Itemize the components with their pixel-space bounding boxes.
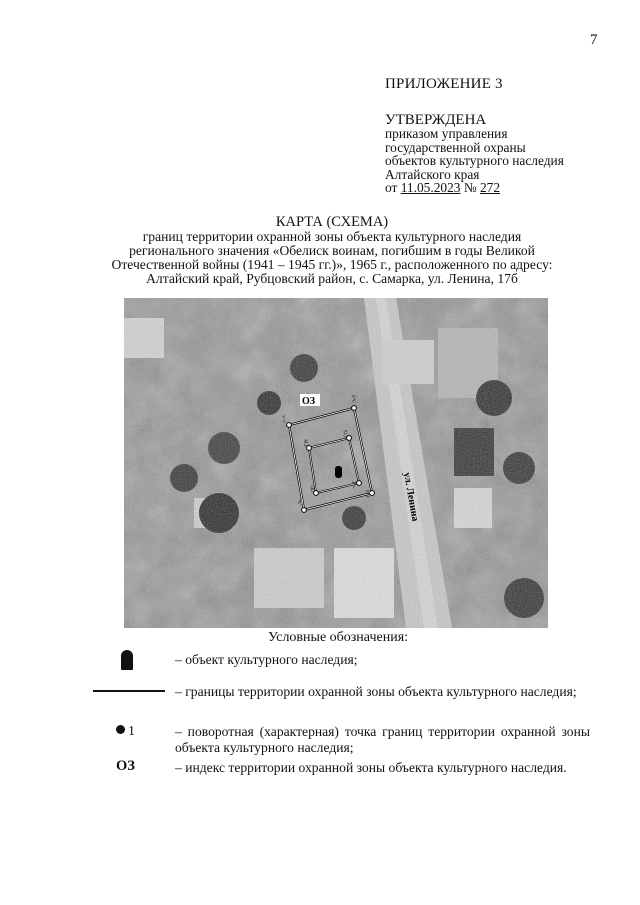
order-date: 11.05.2023 bbox=[400, 180, 461, 195]
map-subtitle-line: Алтайский край, Рубцовский район, с. Самарка, ул. Ленина, 17б bbox=[146, 271, 518, 286]
map-subtitle-line: границ территории охранной зоны объекта культурного наследия bbox=[142, 229, 522, 244]
order-number: 272 bbox=[479, 180, 501, 195]
street-label: ул. Ленина bbox=[401, 471, 421, 523]
zone-index-label: ОЗ bbox=[302, 396, 316, 407]
order-reference bbox=[385, 127, 564, 195]
map-point-label: 6 bbox=[343, 429, 348, 439]
legend-title: Условные обозначения: bbox=[268, 630, 409, 645]
order-date-line bbox=[385, 181, 564, 195]
map-subtitle-line: регионального значения «Обелиск воинам, погибшим в годы Великой bbox=[129, 243, 535, 258]
order-num-sign: № bbox=[460, 180, 480, 195]
map-point-label: 4 bbox=[298, 497, 303, 507]
legend-item-boundary: – границы территории охранной зоны объекта культурного наследия; bbox=[175, 684, 577, 699]
appendix-label: ПРИЛОЖЕНИЕ 3 bbox=[385, 76, 503, 92]
monument-icon bbox=[335, 466, 342, 478]
page-number: 7 bbox=[590, 32, 598, 48]
approved-label: УТВЕРЖДЕНА bbox=[385, 112, 487, 128]
map-title-block bbox=[92, 215, 572, 286]
order-line: государственной охраны bbox=[385, 139, 526, 155]
legend-symbol-point bbox=[116, 724, 135, 740]
map-point-label: 1 bbox=[282, 414, 287, 424]
satellite-map bbox=[124, 298, 548, 628]
legend-symbol-index: ОЗ bbox=[116, 758, 135, 774]
map-point-label: 5 bbox=[304, 438, 309, 448]
map-point-label: 2 bbox=[352, 394, 357, 404]
map-point-label: 8 bbox=[310, 484, 315, 494]
order-line: приказом управления bbox=[385, 126, 508, 141]
order-line: Алтайского края bbox=[385, 166, 480, 182]
map-point-label: 3 bbox=[366, 489, 371, 499]
legend-item-index: – индекс территории охранной зоны объекта культурного наследия. bbox=[175, 760, 567, 775]
legend-item-point: – поворотная (характерная) точка границ территории охранной зоны объекта культурного наследия; bbox=[175, 724, 590, 755]
map-point-label: 7 bbox=[352, 480, 357, 490]
boundary-line-icon bbox=[93, 690, 165, 692]
order-line: объектов культурного наследия bbox=[385, 153, 564, 168]
map-subtitle-line: Отечественной войны (1941 – 1945 гг.)», 1965 г., расположенного по адресу: bbox=[111, 257, 553, 272]
map-title: КАРТА (СХЕМА) bbox=[275, 214, 389, 230]
order-prefix: от bbox=[385, 180, 401, 195]
legend-item-monument: – объект культурного наследия; bbox=[175, 652, 358, 667]
point-dot-icon bbox=[116, 725, 125, 734]
monument-icon bbox=[121, 650, 133, 670]
legend-symbol-point-label: 1 bbox=[128, 724, 135, 739]
